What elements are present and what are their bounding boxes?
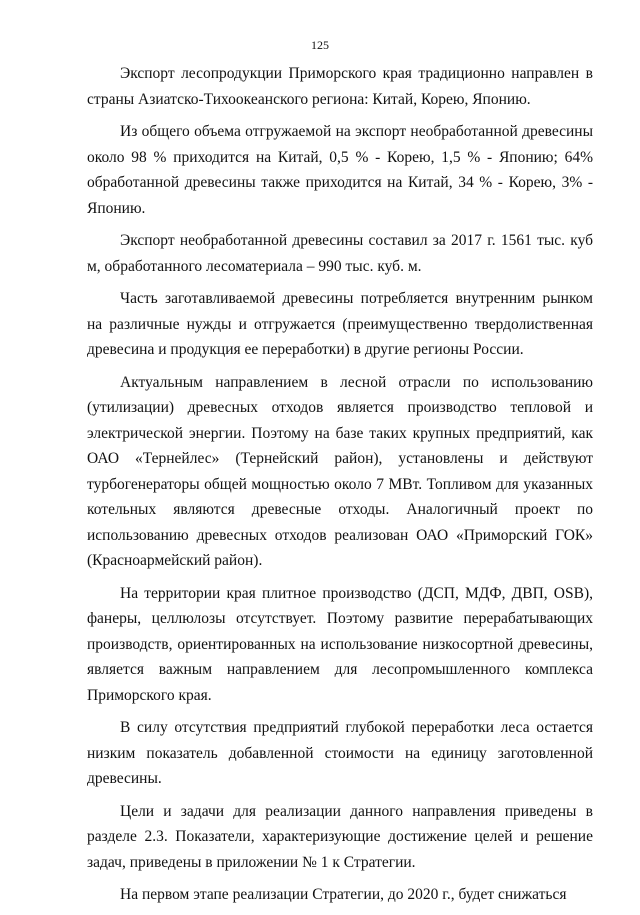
paragraph-export-volume-2017: Экспорт необработанной древесины составил за 2017 г. 1561 тыс. куб м, обработанного лесоматериала – 990 тыс. куб. м. [87,232,593,275]
page-body [87,61,593,915]
paragraph-domestic-market: Часть заготавливаемой древесины потребляется внутренним рынком на различные нужды и отгружается (преимущественно твердолиственная древесина и продукция ее переработки) в другие регионы России. [87,290,593,358]
page-number: 125 [311,38,329,52]
paragraph-export-shares: Из общего объема отгружаемой на экспорт необработанной древесины около 98 % приходится на Китай, 0,5 % - Корею, 1,5 % - Японию; 64% обработанной древесины также приходится на Китай, 34 % - Корею, 3% - Японию. [87,123,593,217]
paragraph-export-directions: Экспорт лесопродукции Приморского края традиционно направлен в страны Азиатско-Тихоокеанского региона: Китай, Корею, Японию. [87,65,593,108]
paragraph-first-stage: На первом этапе реализации Стратегии, до 2020 г., будет снижаться [120,886,567,903]
paragraph-added-value: В силу отсутствия предприятий глубокой переработки леса остается низким показатель добавленной стоимости на единицу заготовленной древесины. [87,719,593,787]
paragraph-wood-waste-energy: Актуальным направлением в лесной отрасли по использованию (утилизации) древесных отходов является производство тепловой и электрической энергии. Поэтому на базе таких крупных предприятий, как ОАО «Тернейлес» (Тернейский район), установлены и действуют турбогенераторы общей мощностью около 7 МВт. Топливом для указанных котельных являются древесные отходы. Аналогичный проект по использованию древесных отходов реализован ОАО «Приморский ГОК» (Красноармейский район). [87,373,593,569]
paragraph-goals-reference: Цели и задачи для реализации данного направления приведены в разделе 2.3. Показатели, характеризующие достижение целей и решение задач, приведены в приложении № 1 к Стратегии. [87,802,593,871]
paragraph-board-production: На территории края плитное производство (ДСП, МДФ, ДВП, OSB), фанеры, целлюлозы отсутствует. Поэтому развитие перерабатывающих производств, ориентированных на использование низкосортной древесины, является важным направлением для лесопромышленного комплекса Приморского края. [87,584,593,704]
